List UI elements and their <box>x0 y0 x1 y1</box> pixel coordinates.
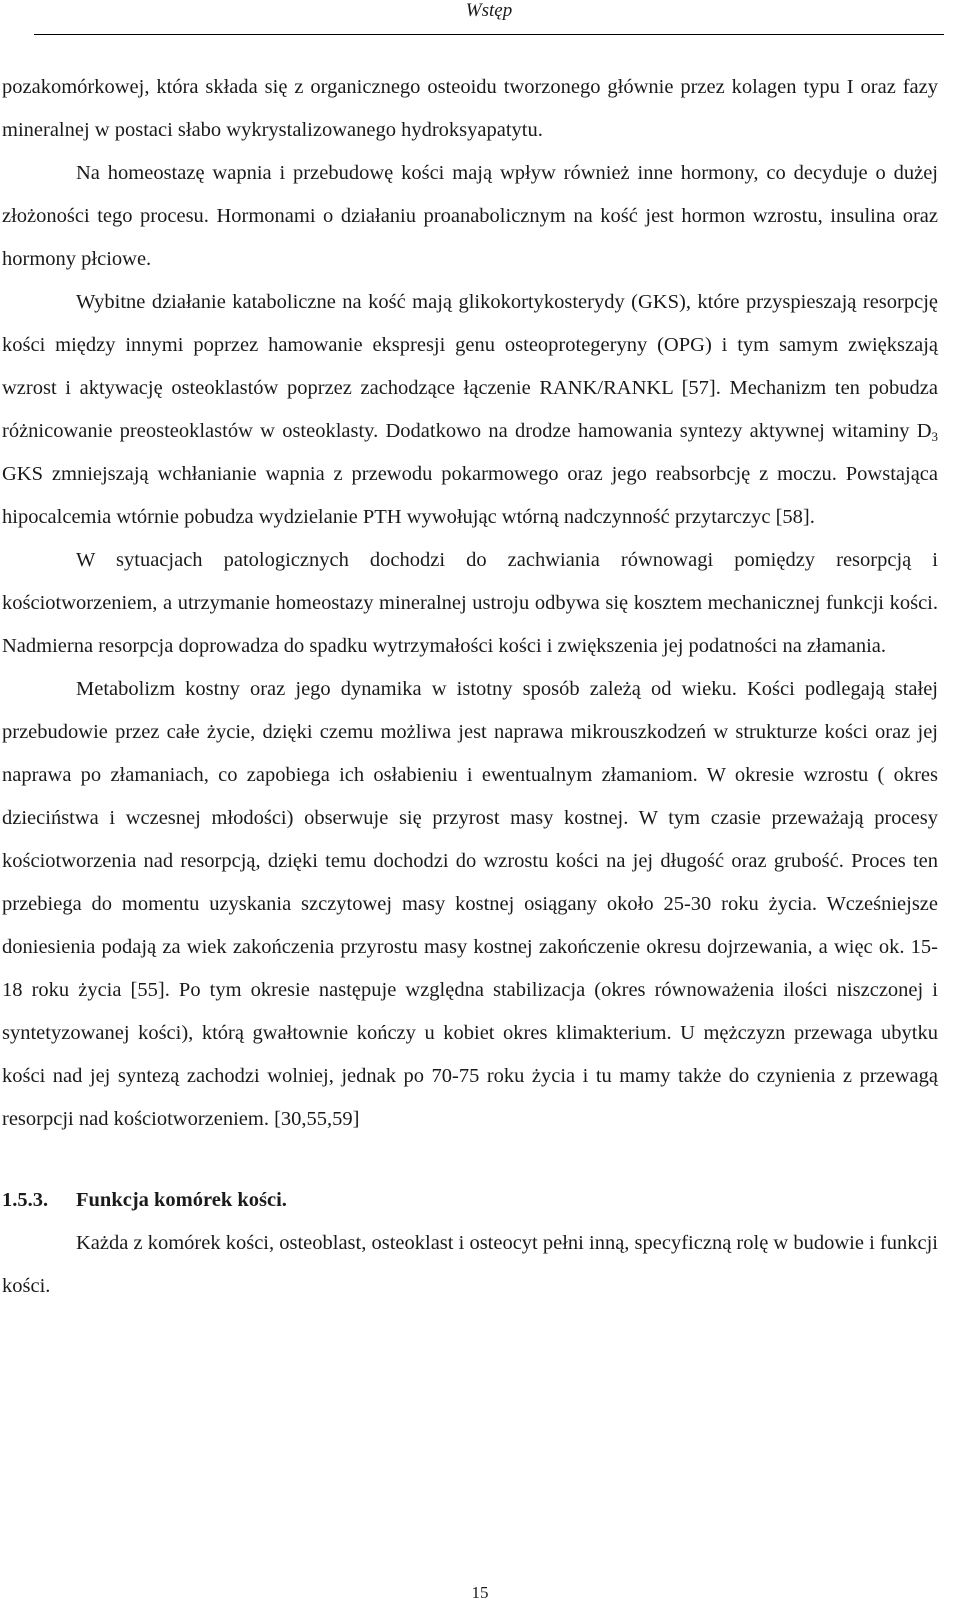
paragraph-1: pozakomórkowej, która składa się z organicznego osteoidu tworzonego głównie przez kolagen typu I oraz fazy mineralnej w postaci słabo wykrystalizowanego hydroksyapatytu. <box>2 76 938 141</box>
paragraph-4: W sytuacjach patologicznych dochodzi do zachwiania równowagi pomiędzy resorpcją i kościotworzeniem, a utrzymanie homeostazy mineralnej ustroju odbywa się kosztem mechanicznej funkcji kości. Nadmierna resorpcja doprowadza do spadku wytrzymałości kości i zwiększenia jej podatności na złamania. <box>2 549 938 657</box>
document-body <box>2 66 938 1308</box>
page-number: 15 <box>471 1583 489 1602</box>
running-header <box>34 0 944 35</box>
header-title: Wstęp <box>465 0 513 21</box>
paragraph-2: Na homeostazę wapnia i przebudowę kości mają wpływ również inne hormony, co decyduje o dużej złożoności tego procesu. Hormonami o działaniu proanabolicznym na kość jest hormon wzrostu, insulina oraz hormony płciowe. <box>2 162 938 270</box>
paragraph-3-text-start: Wybitne działanie kataboliczne na kość mają glikokortykosterydy (GKS), które przyspieszają resorpcję kości między innymi poprzez hamowanie ekspresji genu osteoprotegeryny (OPG) i tym samym zwiększają wzrost i aktywację osteoklastów poprzez zachodzące łączenie RANK/RANKL [57]. Mechanizm ten pobudza różnicowanie preosteoklastów w osteoklasty. Dodatkowo na drodze hamowania syntezy aktywnej witaminy D <box>2 291 938 442</box>
paragraph-6: Każda z komórek kości, osteoblast, osteoklast i osteocyt pełni inną, specyficzną rolę w budowie i funkcji kości. <box>2 1232 938 1297</box>
section-number: 1.5.3. <box>2 1189 49 1211</box>
section-heading <box>2 1179 938 1222</box>
paragraph-5: Metabolizm kostny oraz jego dynamika w istotny sposób zależą od wieku. Kości podlegają stałej przebudowie przez całe życie, dzięki czemu możliwa jest naprawa mikrouszkodzeń w strukturze kości oraz jej naprawa po złamaniach, co zapobiega ich osłabieniu i ewentualnym złamaniom. W okresie wzrostu ( okres dzieciństwa i wczesnej młodości) obserwuje się przyrost masy kostnej. W tym czasie przeważają procesy kościotworzenia nad resorpcją, dzięki temu dochodzi do wzrostu kości na jej długość oraz grubość. Proces ten przebiega do momentu uzyskania szczytowej masy kostnej osiągany około 25-30 roku życia. Wcześniejsze doniesienia podają za wiek zakończenia przyrostu masy kostnej zakończenie okresu dojrzewania, a więc ok. 15-18 roku życia [55]. Po tym okresie następuje względna stabilizacja (okres równoważenia ilości niszczonej i syntetyzowanej kości), którą gwałtownie kończy u kobiet okres klimakterium. U mężczyzn przewaga ubytku kości nad jej syntezą zachodzi wolniej, jednak po 70-75 roku życia i tu mamy także do czynienia z przewagą resorpcji nad kościotworzeniem. [30,55,59] <box>2 678 938 1130</box>
paragraph-3-text-end: GKS zmniejszają wchłanianie wapnia z przewodu pokarmowego oraz jego reabsorbcję z moczu. Powstająca hipocalcemia wtórnie pobudza wydzielanie PTH wywołując wtórną nadczynność przytarczyc [58]. <box>2 463 938 528</box>
section-title: Funkcja komórek kości. <box>76 1189 287 1211</box>
subscript-3: 3 <box>931 429 938 444</box>
paragraph-3 <box>2 281 938 539</box>
